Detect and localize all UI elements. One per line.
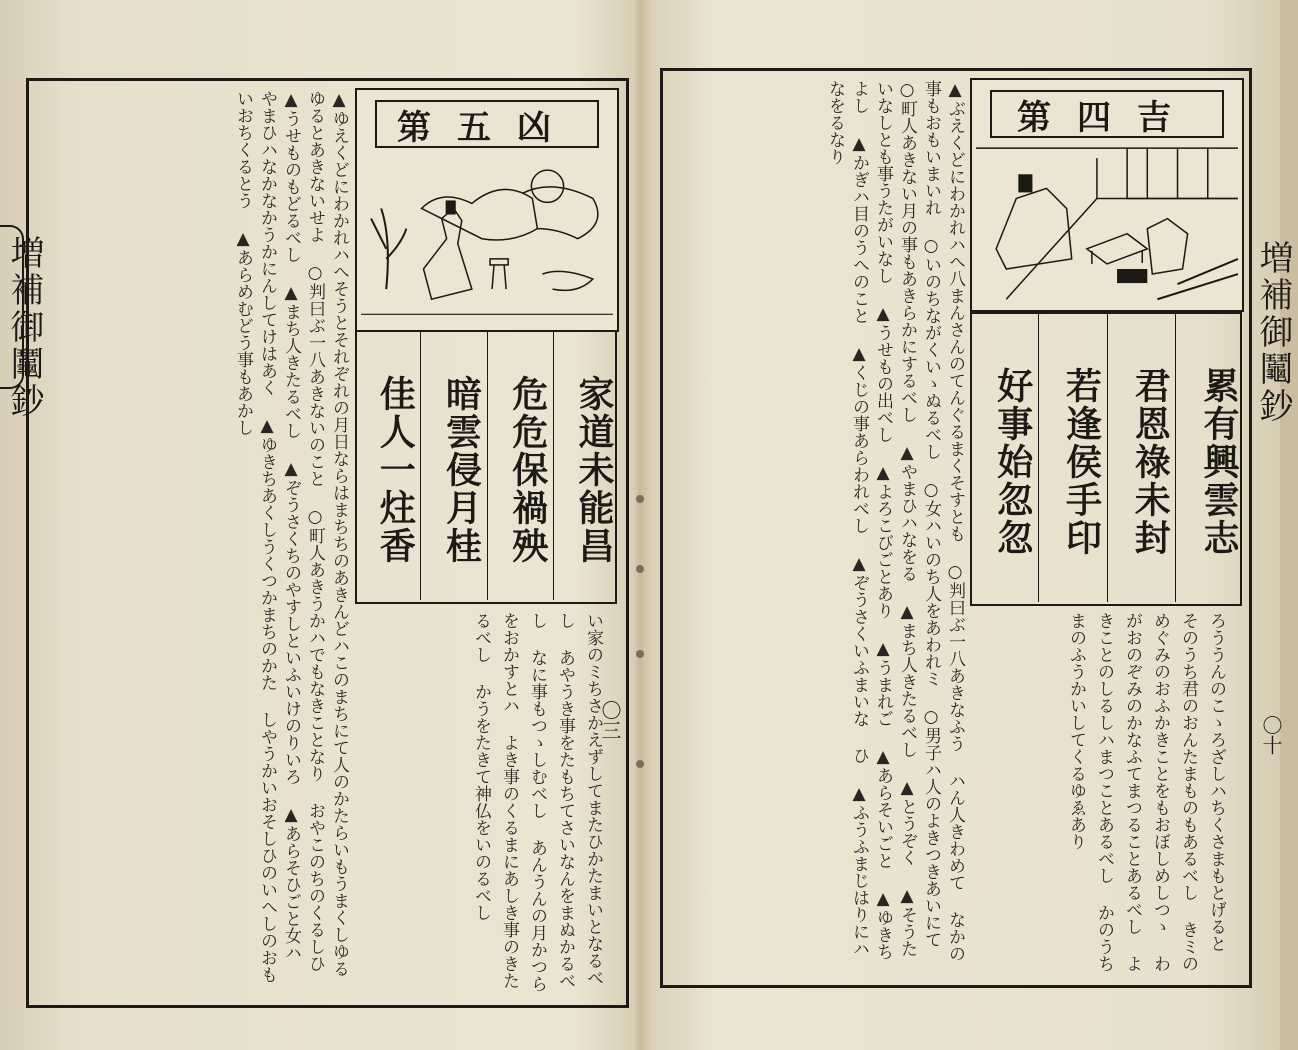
court-interior-illustration [976,138,1238,304]
verse-line: 暗雲侵月桂 [420,330,482,600]
main-text: ▲ぶえくどにわかれハへ八まんさんのてんぐるまくそすとも ○判曰ぶ一八あきなふう ハん人きわめて なかの事もおもいまいれ ○いのちながくいゝぬるべし ○女ハいのち人をあわれミ ○男子ハ人のよきつきあいにて ○町人あきない月の事もあきらかにするべし ▲やまひハなをる ▲まち人きたるべし ▲とうぞく ▲そうたいなしとも事うたがいなし ▲うせもの出べし ▲よろこびごとあり ▲うまれご ▲あらそいごと ▲ゆきちよし ▲かぎハ目のうへのこと ▲くじの事あらわれべし ▲ぞうさくいふまいな ひ ▲ふうふまじはりにハなをるなり [825,80,965,962]
binding-hole [636,650,644,658]
folio-number: 〇三 [598,700,622,740]
fortune-header [970,78,1244,312]
verse-commentary: い家のミちさかえずしてまたひかたまいとなるべし あやうき事をたもちてさいなんをまぬかるべし なに事もつゝしむべし あんうんの月かつらをおかすとハ よき事のくるまにあしき事のきたるべし かうをたきて神仏をいのるべし [471,612,603,992]
verse-frame [355,330,617,604]
fortune-header [355,88,619,332]
fortune-title: 第五凶 [375,100,599,148]
verse-line: 佳人一炷香 [374,375,417,565]
fortune-title: 第四吉 [990,90,1224,138]
right-page [645,0,1293,1050]
running-title: 増補御鬮鈔 [1253,240,1293,425]
binding-hole [636,565,644,573]
running-title: 増補御鬮鈔 [4,235,44,420]
noble-moon-illustration [361,148,613,324]
verse-line: 好事始忽忽 [991,367,1034,557]
verse-line: 累有興雲志 [1175,312,1240,602]
left-page [0,0,640,1050]
verse-line: 家道未能昌 [553,330,615,600]
binding-hole [636,495,644,503]
folio-number: 〇十 [1259,715,1283,755]
verse-line: 危危保禍殃 [487,330,549,600]
verse-line: 君恩祿未封 [1107,312,1172,602]
verse-line: 若逢侯手印 [1038,312,1103,602]
verse-frame [970,312,1242,606]
main-text: ▲ゆえくどにわかれハへそうとそれぞれの月日ならはまちちのあきんどハこのまちにて人のかたらいもうまくしゆるゆるとあきないせよ ○判曰ぶ一八あきないのこと ○町人あきうかハでもなきことなり おやこのちのくるしひ ▲うせものもどるべし ▲まち人きたるべし ▲ぞうさくちのやすしといふいけのりいろ ▲あらそひごと女ハ やまひハなかなかうかにんしてけはあく ▲ゆきちあくしうくつかまちのかた しやうかいおそしひのいへしのおもいおちくるとう ▲あらめむどう事もあかし [233,90,349,983]
binding-hole [636,760,644,768]
verse-commentary: ろううんのこゝろざしハちくさまもとげると そのうち君のおんたまものもあるべし きミのめぐみのおふかきことをもおぼしめしつゝ わがおのぞみのかなふてまつることあるべし よきことのしるしハまつことあるべし かのうちまのふうかいしてくるゆゑあり [1066,612,1226,972]
